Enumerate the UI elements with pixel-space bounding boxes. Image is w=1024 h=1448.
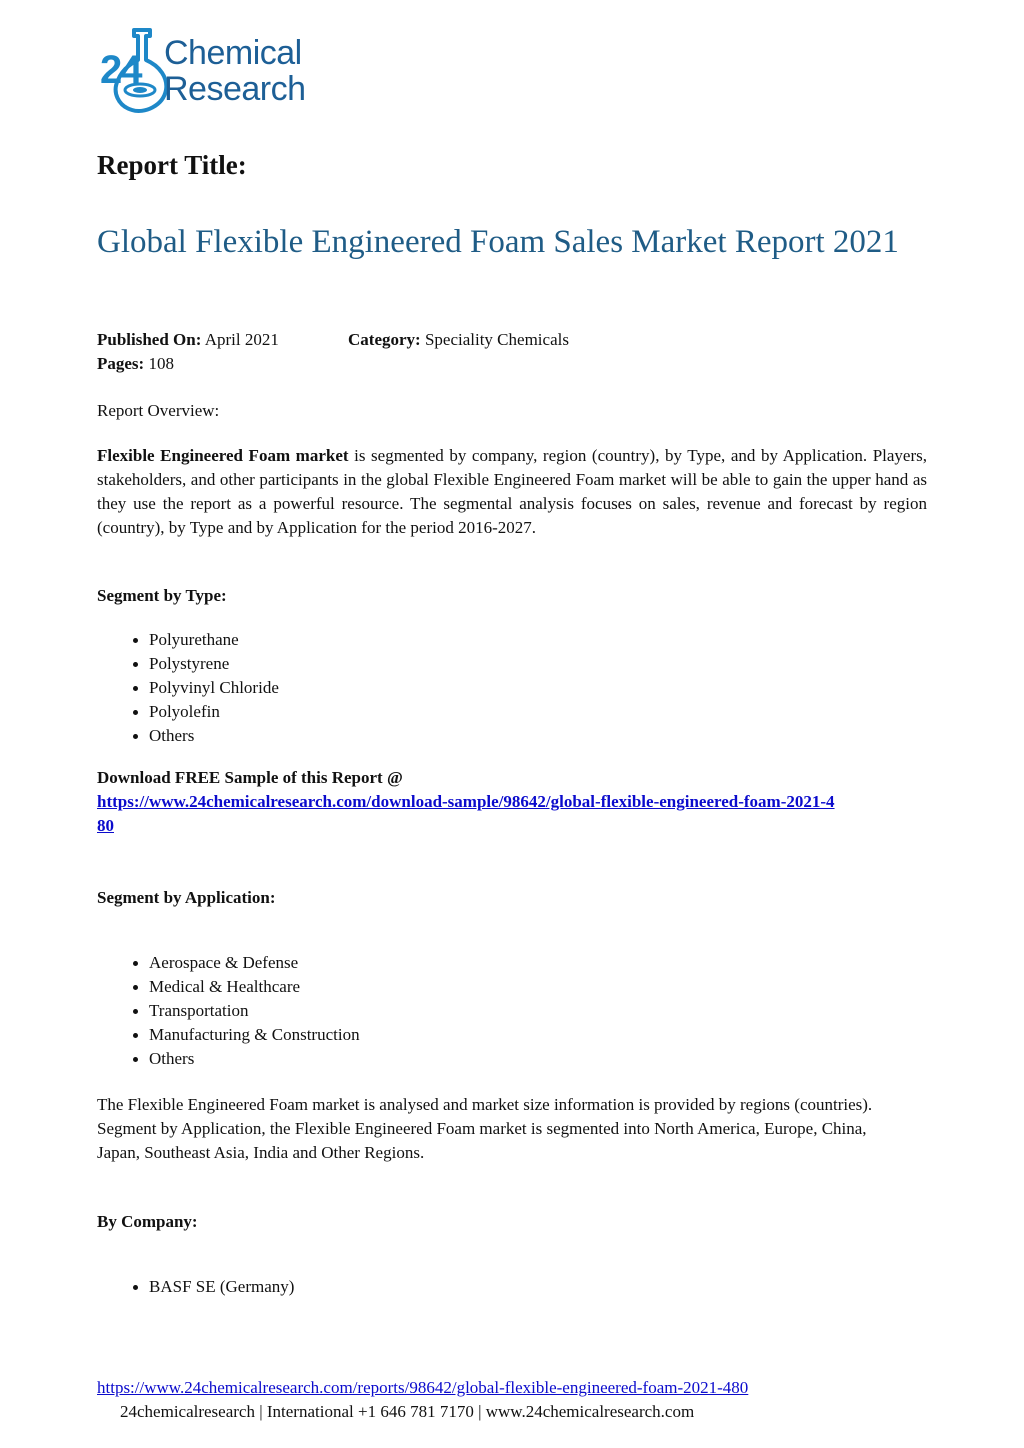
logo-word-research: Research — [164, 70, 306, 108]
segment-type-list — [97, 628, 279, 748]
footer-report-link[interactable]: https://www.24chemicalresearch.com/reports/98642/global-flexible-engineered-foam-2021-480 — [97, 1378, 749, 1397]
list-item: Polystyrene — [149, 652, 279, 676]
download-sample-link[interactable] — [97, 792, 835, 835]
download-label: Download FREE Sample of this Report @ — [97, 768, 403, 787]
list-item: Manufacturing & Construction — [149, 1023, 360, 1047]
regions-paragraph: The Flexible Engineered Foam market is analysed and market size information is provided by regions (countries). Segment by Application, the Flexible Engineered Foam market is segmented into North America, Europe, China, Japan, Southeast Asia, India and Other Regions. — [97, 1095, 873, 1162]
download-link-line2: 80 — [97, 816, 114, 835]
pages-label: Pages: — [97, 354, 145, 373]
report-meta — [97, 328, 569, 376]
list-item: Others — [149, 1047, 360, 1071]
overview-heading: Report Overview: — [97, 401, 220, 420]
report-title-label: Report Title: — [97, 150, 247, 180]
list-item: Transportation — [149, 999, 360, 1023]
download-link-block — [97, 790, 927, 838]
overview-paragraph — [97, 444, 927, 540]
list-item: Polyvinyl Chloride — [149, 676, 279, 700]
list-item: Polyurethane — [149, 628, 279, 652]
published-label: Published On: — [97, 330, 202, 349]
company-heading: By Company: — [97, 1212, 198, 1231]
published-value: April 2021 — [204, 330, 279, 349]
list-item: Others — [149, 724, 279, 748]
category-value: Speciality Chemicals — [424, 330, 569, 349]
pages-value: 108 — [148, 354, 174, 373]
download-link-line1: https://www.24chemicalresearch.com/download-sample/98642/global-flexible-engineered-foam-2021-4 — [97, 792, 835, 811]
overview-lead: Flexible Engineered Foam market — [97, 446, 349, 465]
meta-row-pages — [97, 352, 279, 376]
list-item: Aerospace & Defense — [149, 951, 360, 975]
logo-number: 24 — [100, 48, 141, 92]
list-item: Polyolefin — [149, 700, 279, 724]
meta-row-published — [97, 328, 569, 352]
list-item: Medical & Healthcare — [149, 975, 360, 999]
company-list — [97, 1275, 294, 1299]
footer-contact: 24chemicalresearch | International +1 646 781 7170 | www.24chemicalresearch.com — [120, 1402, 695, 1421]
segment-type-heading: Segment by Type: — [97, 586, 227, 605]
logo-word-chemical: Chemical — [164, 34, 302, 72]
meta-category — [348, 328, 569, 352]
footer-report-link-wrap — [97, 1377, 748, 1399]
list-item: BASF SE (Germany) — [149, 1275, 294, 1299]
report-title: Global Flexible Engineered Foam Sales Market Report 2021 — [97, 224, 899, 260]
segment-application-heading: Segment by Application: — [97, 888, 276, 907]
segment-application-list — [97, 951, 360, 1071]
company-logo[interactable] — [100, 26, 320, 118]
category-label: Category: — [348, 330, 421, 349]
overview-body: is segmented by company, region (country), by Type, and by Application. Players, stakeholders, and other participants in the global Flexible Engineered Foam market will be able to gain the upper hand as they use the report as a powerful resource. The segmental analysis focuses on sales, revenue and forecast by region (country), by Type and by Application for the period 2016-2027. — [97, 446, 927, 537]
